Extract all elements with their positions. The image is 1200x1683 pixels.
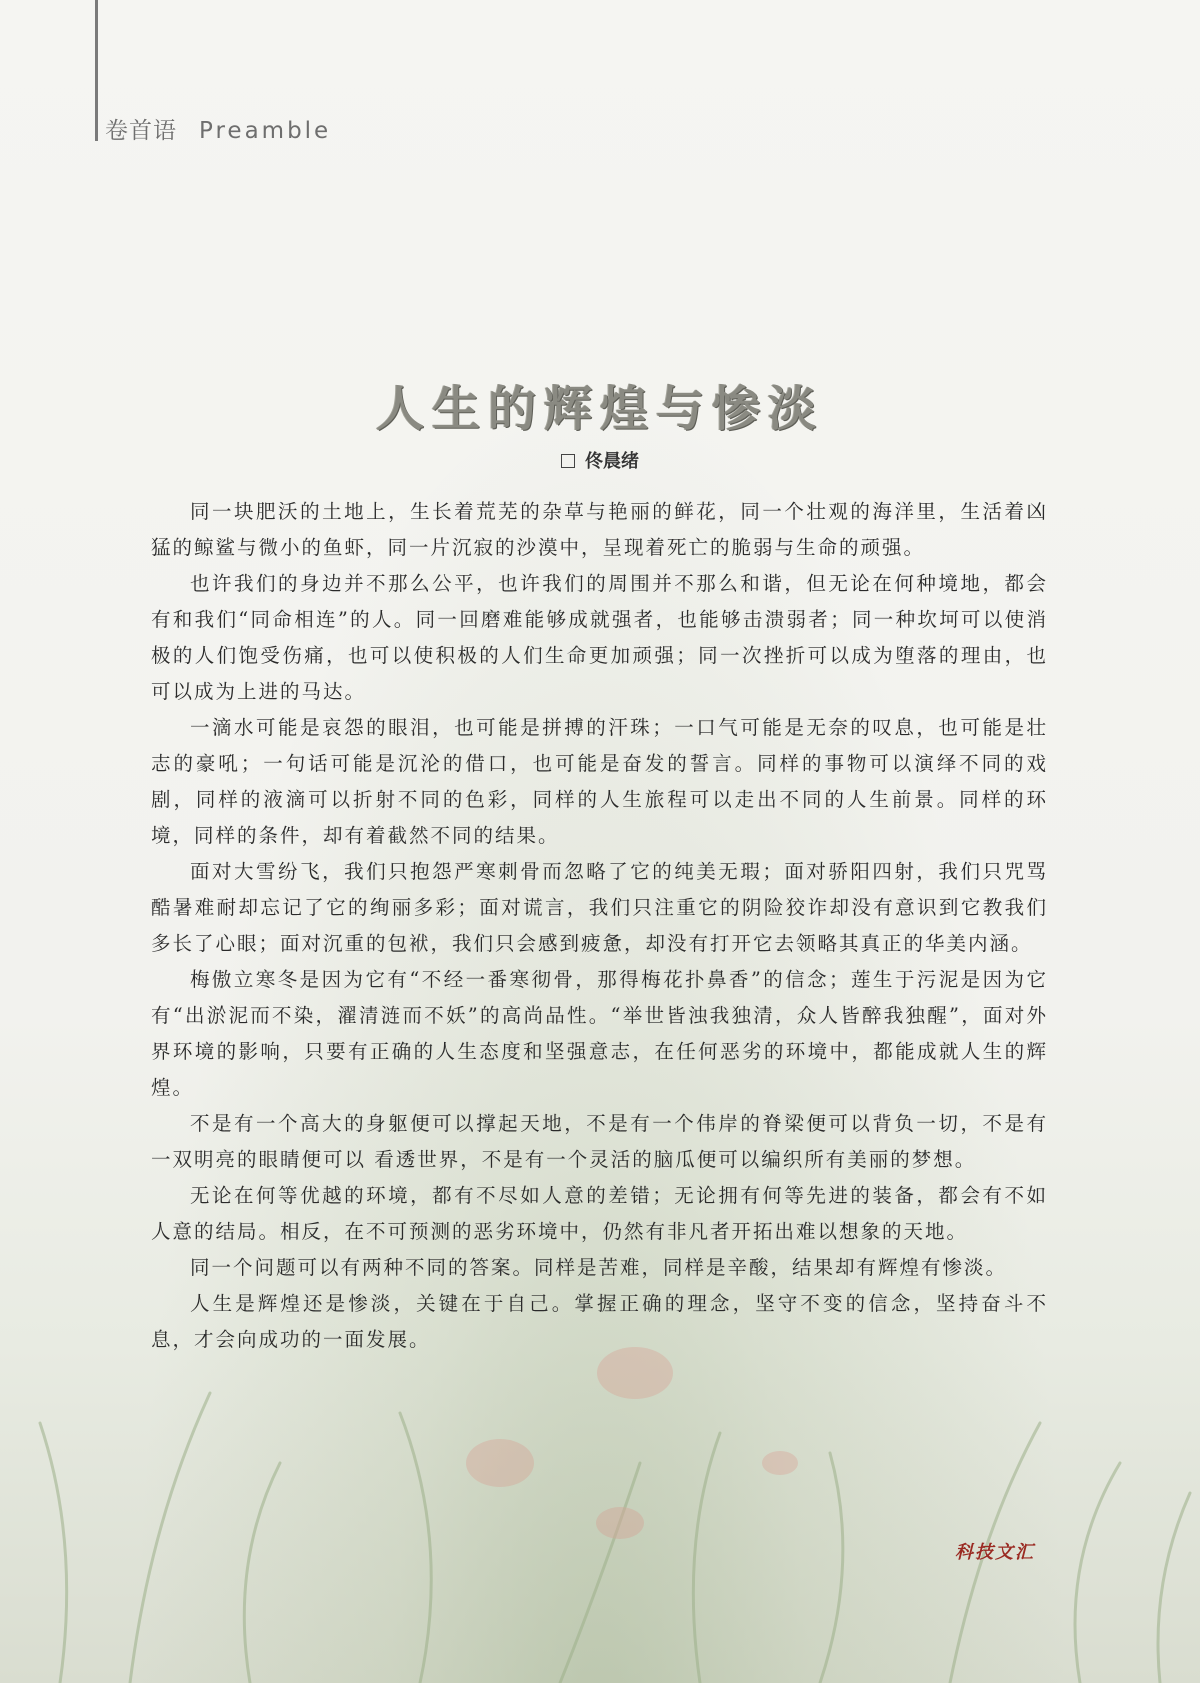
header-vertical-rule xyxy=(95,0,98,141)
journal-logo: 科技文汇 xyxy=(955,1542,1035,1563)
article-body xyxy=(151,494,1048,1358)
paragraph: 同一块肥沃的土地上，生长着荒芜的杂草与艳丽的鲜花，同一个壮观的海洋里，生活着凶猛的鲸鲨与微小的鱼虾，同一片沉寂的沙漠中，呈现着死亡的脆弱与生命的顽强。 xyxy=(151,500,1048,559)
author-line xyxy=(0,447,1200,473)
paragraph: 同一个问题可以有两种不同的答案。同样是苦难，同样是辛酸，结果却有辉煌有惨淡。 xyxy=(190,1256,1008,1279)
section-title-english: Preamble xyxy=(199,118,332,144)
section-header xyxy=(105,112,331,145)
paragraph: 无论在何等优越的环境，都有不尽如人意的差错；无论拥有何等先进的装备，都会有不如人意的结局。相反，在不可预测的恶劣环境中，仍然有非凡者开拓出难以想象的天地。 xyxy=(151,1184,1048,1243)
paragraph: 一滴水可能是哀怨的眼泪，也可能是拼搏的汗珠；一口气可能是无奈的叹息，也可能是壮志的豪吼；一句话可能是沉沦的借口，也可能是奋发的誓言。同样的事物可以演绎不同的戏剧，同样的液滴可以折射不同的色彩，同样的人生旅程可以走出不同的人生前景。同样的环境，同样的条件，却有着截然不同的结果。 xyxy=(151,716,1048,847)
author-name: 佟晨绪 xyxy=(585,451,639,472)
paragraph: 面对大雪纷飞，我们只抱怨严寒刺骨而忽略了它的纯美无瑕；面对骄阳四射，我们只咒骂酷暑难耐却忘记了它的绚丽多彩；面对谎言，我们只注重它的阴险狡诈却没有意识到它教我们多长了心眼；面对沉重的包袱，我们只会感到疲惫，却没有打开它去领略其真正的华美内涵。 xyxy=(151,860,1048,955)
square-bullet-icon xyxy=(561,454,575,468)
section-title-chinese: 卷首语 xyxy=(105,118,177,144)
paragraph: 不是有一个高大的身躯便可以撑起天地，不是有一个伟岸的脊梁便可以背负一切，不是有一双明亮的眼睛便可以 看透世界，不是有一个灵活的脑瓜便可以编织所有美丽的梦想。 xyxy=(151,1112,1048,1171)
paragraph: 梅傲立寒冬是因为它有“不经一番寒彻骨，那得梅花扑鼻香”的信念；莲生于污泥是因为它有“出淤泥而不染，濯清涟而不妖”的高尚品性。“举世皆浊我独清，众人皆醉我独醒”，面对外界环境的影响，只要有正确的人生态度和坚强意志，在任何恶劣的环境中，都能成就人生的辉煌。 xyxy=(151,968,1048,1099)
paragraph: 人生是辉煌还是惨淡，关键在于自己。掌握正确的理念，坚守不变的信念，坚持奋斗不息，才会向成功的一面发展。 xyxy=(151,1292,1048,1351)
article-title: 人生的辉煌与惨淡 xyxy=(375,381,824,437)
paragraph: 也许我们的身边并不那么公平，也许我们的周围并不那么和谐，但无论在何种境地，都会有和我们“同命相连”的人。同一回磨难能够成就强者，也能够击溃弱者；同一种坎坷可以使消极的人们饱受伤痛，也可以使积极的人们生命更加顽强；同一次挫折可以成为堕落的理由，也可以成为上进的马达。 xyxy=(151,572,1048,703)
